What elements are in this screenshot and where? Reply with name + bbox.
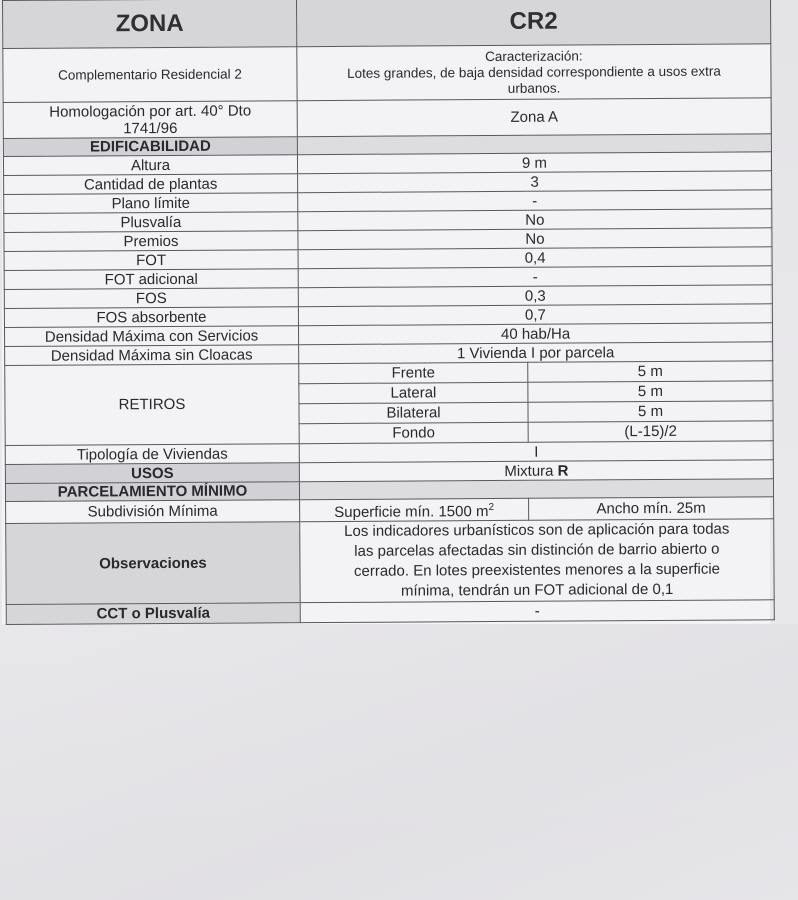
row-label: FOS absorbente	[4, 307, 298, 328]
retiros-label: RETIROS	[5, 364, 299, 446]
subdivision-label: Subdivisión Mínima	[6, 500, 300, 524]
caracterizacion-cell	[297, 44, 771, 101]
retiro-value: (L-15)/2	[528, 421, 773, 442]
row-label: Densidad Máxima sin Cloacas	[5, 345, 299, 366]
row-value: 40 hab/Ha	[298, 323, 772, 345]
zoning-table	[2, 0, 775, 625]
row-value: 0,4	[298, 247, 772, 269]
row-value: 3	[298, 171, 772, 193]
retiro-label: Lateral	[299, 382, 528, 403]
header-row	[3, 0, 771, 48]
observaciones-line: cerrado. En lotes preexistentes menores a la superficie	[353, 560, 721, 580]
retiro-value: 5 m	[528, 401, 773, 422]
observaciones-text	[300, 519, 775, 603]
row-value: No	[298, 209, 772, 231]
retiro-value: 5 m	[528, 361, 773, 382]
observaciones-label: Observaciones	[6, 522, 300, 605]
usos-value-prefix: Mixtura	[504, 462, 558, 480]
tipologia-value: I	[299, 441, 773, 463]
caracterizacion-title: Caracterización:	[485, 47, 583, 64]
cct-row	[6, 600, 774, 625]
zone-name: Complementario Residencial 2	[3, 47, 297, 103]
row-value: 9 m	[297, 152, 771, 174]
row-label: Premios	[4, 231, 298, 252]
observaciones-line: Los indicadores urbanísticos son de aplicación para todas	[344, 520, 730, 540]
ancho-value: Ancho mín. 25m	[529, 497, 774, 520]
row-label: FOT	[4, 250, 298, 271]
edificabilidad-title: EDIFICABILIDAD	[3, 137, 297, 157]
row-value: 1 Vivienda I por parcela	[299, 342, 773, 364]
row-label: Cantidad de plantas	[4, 174, 298, 195]
row-label: Plusvalía	[4, 212, 298, 233]
row-value: 0,7	[298, 304, 772, 326]
homologacion-label: Homologación por art. 40° Dto 1741/96	[3, 101, 297, 139]
observaciones-line: mínima, tendrán un FOT adicional de 0,1	[400, 580, 674, 600]
row-label: Plano límite	[4, 193, 298, 214]
caracterizacion-text: Lotes grandes, de baja densidad correspondiente a usos extra urbanos.	[347, 63, 721, 96]
row-value: 0,3	[298, 285, 772, 307]
superficie-sup: 2	[488, 502, 495, 514]
homologacion-row	[3, 98, 771, 139]
row-value: -	[298, 190, 772, 212]
observaciones-row	[6, 519, 774, 605]
superficie-value	[300, 498, 529, 521]
zone-name-row	[3, 44, 771, 103]
retiro-value: 5 m	[528, 381, 773, 402]
row-label: FOS	[4, 288, 298, 309]
zona-header: ZONA	[3, 0, 297, 48]
tipologia-label: Tipología de Viviendas	[5, 444, 299, 465]
observaciones-line: las parcelas afectadas sin distinción de barrio abierto o	[354, 540, 720, 560]
row-label: Densidad Máxima con Servicios	[5, 326, 299, 347]
cct-label: CCT o Plusvalía	[6, 603, 300, 625]
superficie-text: Superficie mín. 1500 m	[334, 503, 489, 521]
row-label: FOT adicional	[4, 269, 298, 290]
row-value: -	[298, 266, 772, 288]
usos-label: USOS	[5, 463, 299, 484]
zona-code-header: CR2	[296, 0, 770, 47]
parcelamiento-title: PARCELAMIENTO MÍNIMO	[5, 482, 299, 502]
retiro-label: Frente	[299, 362, 528, 383]
usos-value-bold: R	[557, 462, 569, 480]
cct-value: -	[300, 600, 774, 623]
background-surface	[0, 624, 798, 900]
retiro-label: Bilateral	[299, 402, 528, 423]
row-value: No	[298, 228, 772, 250]
row-label: Altura	[3, 155, 297, 176]
homologacion-value: Zona A	[297, 98, 771, 137]
retiro-label: Fondo	[299, 422, 528, 443]
